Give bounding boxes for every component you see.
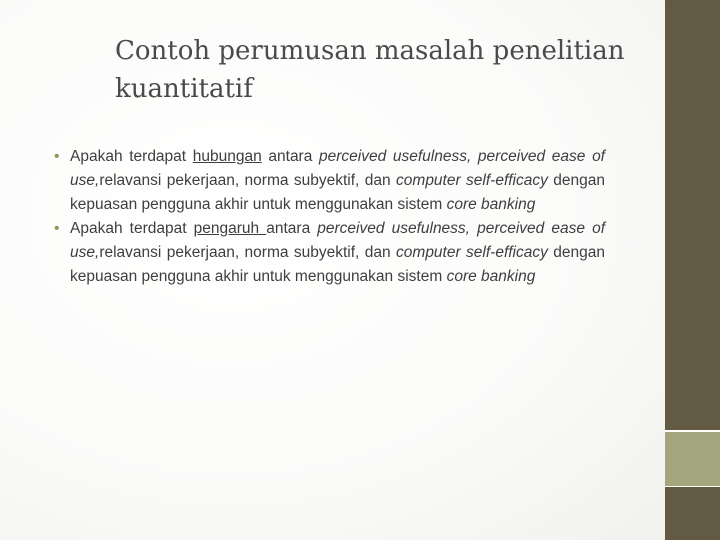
sidebar-accent-block [665,432,720,487]
bullet-1-mid3: dengan kepuasan pengguna akhir untuk menggunakan sistem [70,172,606,213]
sidebar-dark-block-top [665,0,720,432]
slide-title: Contoh perumusan masalah penelitian kuantitatif [115,36,625,104]
bullet-2-pre: Apakah terdapat [70,220,194,237]
bullet-2-keyword: pengaruh [193,220,267,237]
bullet-item-2 [70,217,605,289]
sidebar-dark-block-bottom [665,487,720,540]
bullet-1-keyword: hubungan [192,148,262,165]
bullet-1-italic3: core banking [446,196,536,213]
bullet-2-mid1: antara [266,220,318,237]
bullet-item-1 [70,145,605,217]
bullet-1-mid1: antara [261,148,319,165]
bullet-1-pre: Apakah terdapat [70,148,193,165]
bullet-1-mid2: relavansi pekerjaan, norma subyektif, dan [99,172,397,189]
bullet-1-variables: perceived usefulness, perceived ease of use, [70,148,605,189]
bullet-2-variables: perceived usefulness, perceived ease of use, [70,220,605,261]
bullet-2-mid3: dengan kepuasan pengguna akhir untuk menggunakan sistem [70,244,606,285]
bullet-2-mid2: relavansi pekerjaan, norma subyektif, dan [99,244,397,261]
bullet-2-italic3: core banking [446,268,536,285]
bullet-1-italic2: computer self-efficacy [396,172,548,189]
bullet-2-italic2: computer self-efficacy [396,244,548,261]
bullet-list [70,145,605,289]
